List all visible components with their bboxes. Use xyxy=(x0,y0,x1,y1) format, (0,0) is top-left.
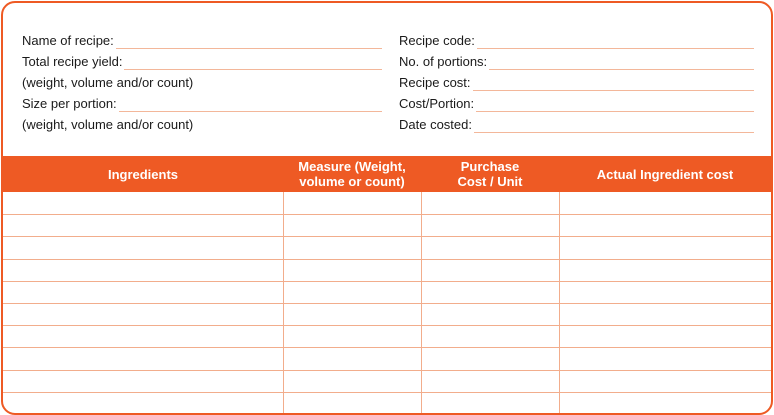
field-no-of-portions[interactable] xyxy=(399,54,754,70)
fill-in-line[interactable] xyxy=(119,101,382,112)
recipe-details-section xyxy=(3,3,771,156)
column-divider xyxy=(283,192,284,413)
column-header-measure xyxy=(283,156,421,192)
recipe-costing-card xyxy=(1,1,773,415)
table-row[interactable] xyxy=(3,392,771,414)
column-header-text: Measure (Weight, xyxy=(298,159,406,174)
field-cost-per-portion[interactable] xyxy=(399,96,754,112)
ingredient-table-body[interactable] xyxy=(3,192,771,413)
fill-in-line[interactable] xyxy=(473,80,754,91)
field-name-of-recipe[interactable] xyxy=(22,33,382,49)
column-header-actual-cost xyxy=(559,156,771,192)
column-header-text: Ingredients xyxy=(107,166,179,182)
column-divider xyxy=(421,192,422,413)
column-header-text: Cost / Unit xyxy=(457,174,523,189)
field-label: Total recipe yield: xyxy=(22,54,123,69)
table-row[interactable] xyxy=(3,192,771,214)
table-row[interactable] xyxy=(3,281,771,303)
column-divider xyxy=(559,192,560,413)
table-row[interactable] xyxy=(3,370,771,392)
column-header-text: Purchase xyxy=(460,159,520,174)
table-row[interactable] xyxy=(3,236,771,258)
fill-in-line[interactable] xyxy=(124,59,382,70)
field-label: Recipe cost: xyxy=(399,75,471,90)
table-row[interactable] xyxy=(3,347,771,369)
field-label: Name of recipe: xyxy=(22,33,114,48)
fill-in-line[interactable] xyxy=(474,122,754,133)
fill-in-line[interactable] xyxy=(476,101,754,112)
column-header-text: Actual Ingredient cost xyxy=(596,166,734,182)
fill-in-line[interactable] xyxy=(116,38,382,49)
field-size-per-portion[interactable] xyxy=(22,96,382,112)
table-row[interactable] xyxy=(3,259,771,281)
fill-in-line[interactable] xyxy=(477,38,754,49)
fill-in-line[interactable] xyxy=(489,59,754,70)
table-row[interactable] xyxy=(3,325,771,347)
field-label: No. of portions: xyxy=(399,54,488,69)
table-header xyxy=(3,156,771,192)
table-row[interactable] xyxy=(3,303,771,325)
field-label: Size per portion: xyxy=(22,96,117,111)
column-header-purchase-cost xyxy=(421,156,559,192)
field-recipe-cost[interactable] xyxy=(399,75,754,91)
column-header-ingredients xyxy=(3,156,283,192)
column-header-text: volume or count) xyxy=(299,174,405,189)
table-row[interactable] xyxy=(3,214,771,236)
portion-unit-note: (weight, volume and/or count) xyxy=(22,117,194,132)
yield-unit-note: (weight, volume and/or count) xyxy=(22,75,194,90)
field-label: Cost/Portion: xyxy=(399,96,475,111)
field-date-costed[interactable] xyxy=(399,117,754,133)
field-label: Recipe code: xyxy=(399,33,475,48)
field-recipe-code[interactable] xyxy=(399,33,754,49)
field-label: Date costed: xyxy=(399,117,472,132)
field-total-recipe-yield[interactable] xyxy=(22,54,382,70)
